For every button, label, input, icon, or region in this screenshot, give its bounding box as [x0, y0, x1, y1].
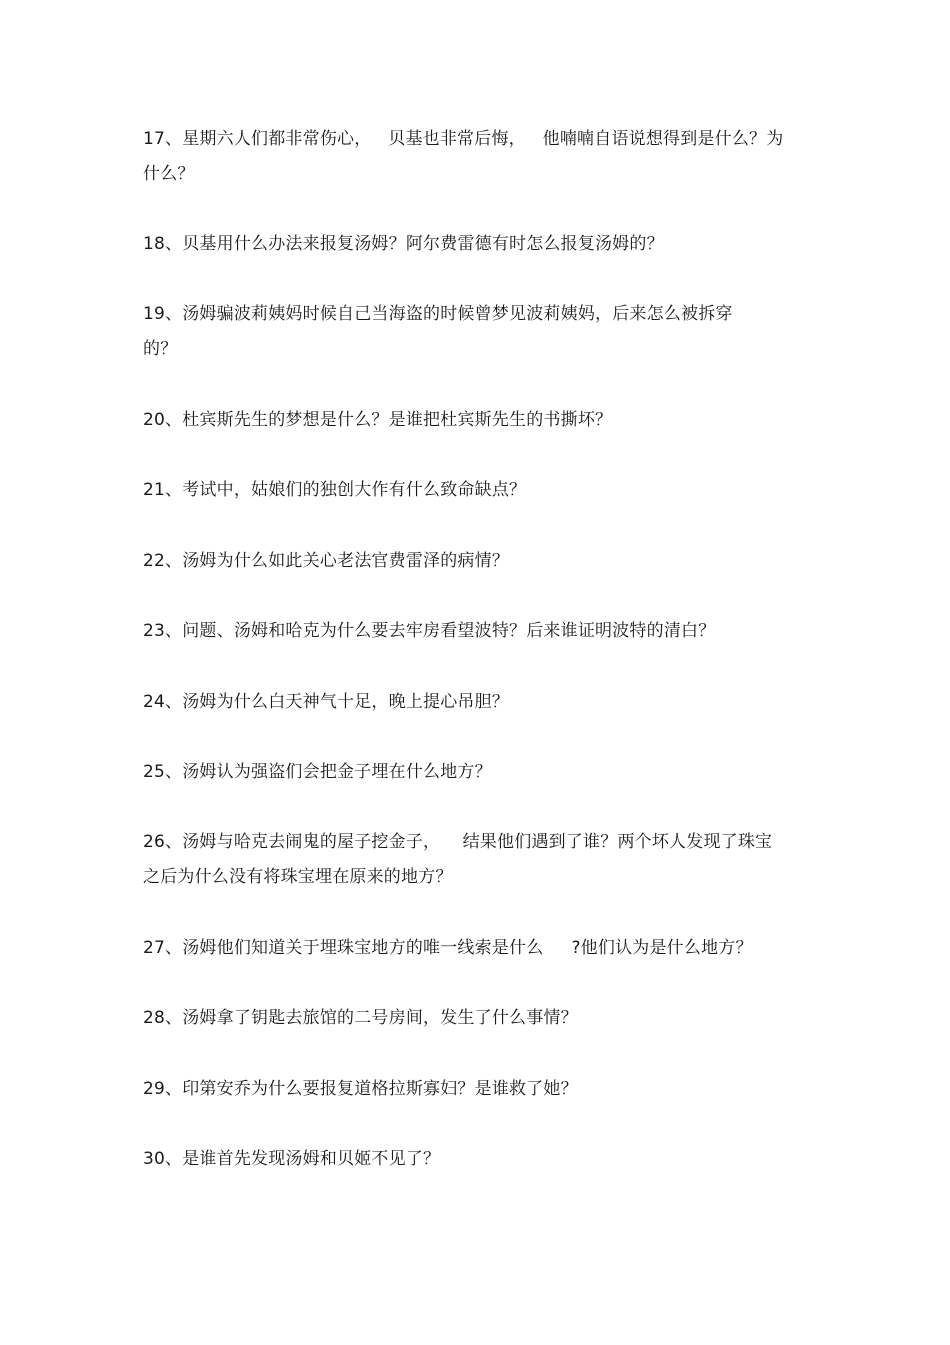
question-25: [143, 755, 803, 790]
question-text-line: 21、考试中，姑娘们的独创大作有什么致命缺点？: [143, 480, 527, 500]
question-17: [143, 122, 803, 192]
question-20: [143, 403, 803, 438]
question-text-line: 30、是谁首先发现汤姆和贝姬不见了？: [143, 1149, 441, 1169]
question-23: [143, 614, 803, 649]
question-24: [143, 685, 803, 720]
question-30: [143, 1142, 803, 1177]
question-text-line: 29、印第安乔为什么要报复道格拉斯寡妇？是谁救了她？: [143, 1079, 578, 1099]
question-19: [143, 297, 803, 367]
question-text-line: 之后为什么没有将珠宝埋在原来的地方？: [143, 867, 453, 887]
question-text-line: 27、汤姆他们知道关于埋珠宝地方的唯一线索是什么 ?他们认为是什么地方？: [143, 938, 753, 958]
question-21: [143, 473, 803, 508]
question-18: [143, 227, 803, 262]
question-text-line: 18、贝基用什么办法来报复汤姆？阿尔费雷德有时怎么报复汤姆的？: [143, 234, 664, 254]
question-text-line: 20、杜宾斯先生的梦想是什么？是谁把杜宾斯先生的书撕坏？: [143, 410, 613, 430]
question-text-line: 的？: [143, 339, 178, 359]
question-26: [143, 825, 803, 895]
question-27: [143, 931, 803, 966]
question-text-line: 24、汤姆为什么白天神气十足，晚上提心吊胆？: [143, 692, 510, 712]
question-text-line: 25、汤姆认为强盗们会把金子埋在什么地方？: [143, 762, 492, 782]
question-28: [143, 1001, 803, 1036]
question-text-line: 23、问题、汤姆和哈克为什么要去牢房看望波特？后来谁证明波特的清白？: [143, 621, 716, 641]
question-text-line: 22、汤姆为什么如此关心老法官费雷泽的病情？: [143, 551, 510, 571]
question-29: [143, 1072, 803, 1107]
question-text-line: 28、汤姆拿了钥匙去旅馆的二号房间，发生了什么事情？: [143, 1008, 578, 1028]
question-text-line: 17、星期六人们都非常伤心， 贝基也非常后悔， 他喃喃自语说想得到是什么？为: [143, 129, 784, 149]
question-22: [143, 544, 803, 579]
question-text-line: 19、汤姆骗波莉姨妈时候自己当海盗的时候曾梦见波莉姨妈，后来怎么被拆穿: [143, 304, 733, 324]
question-text-line: 什么？: [143, 164, 195, 184]
question-text-line: 26、汤姆与哈克去闹鬼的屋子挖金子， 结果他们遇到了谁？两个坏人发现了珠宝: [143, 832, 773, 852]
